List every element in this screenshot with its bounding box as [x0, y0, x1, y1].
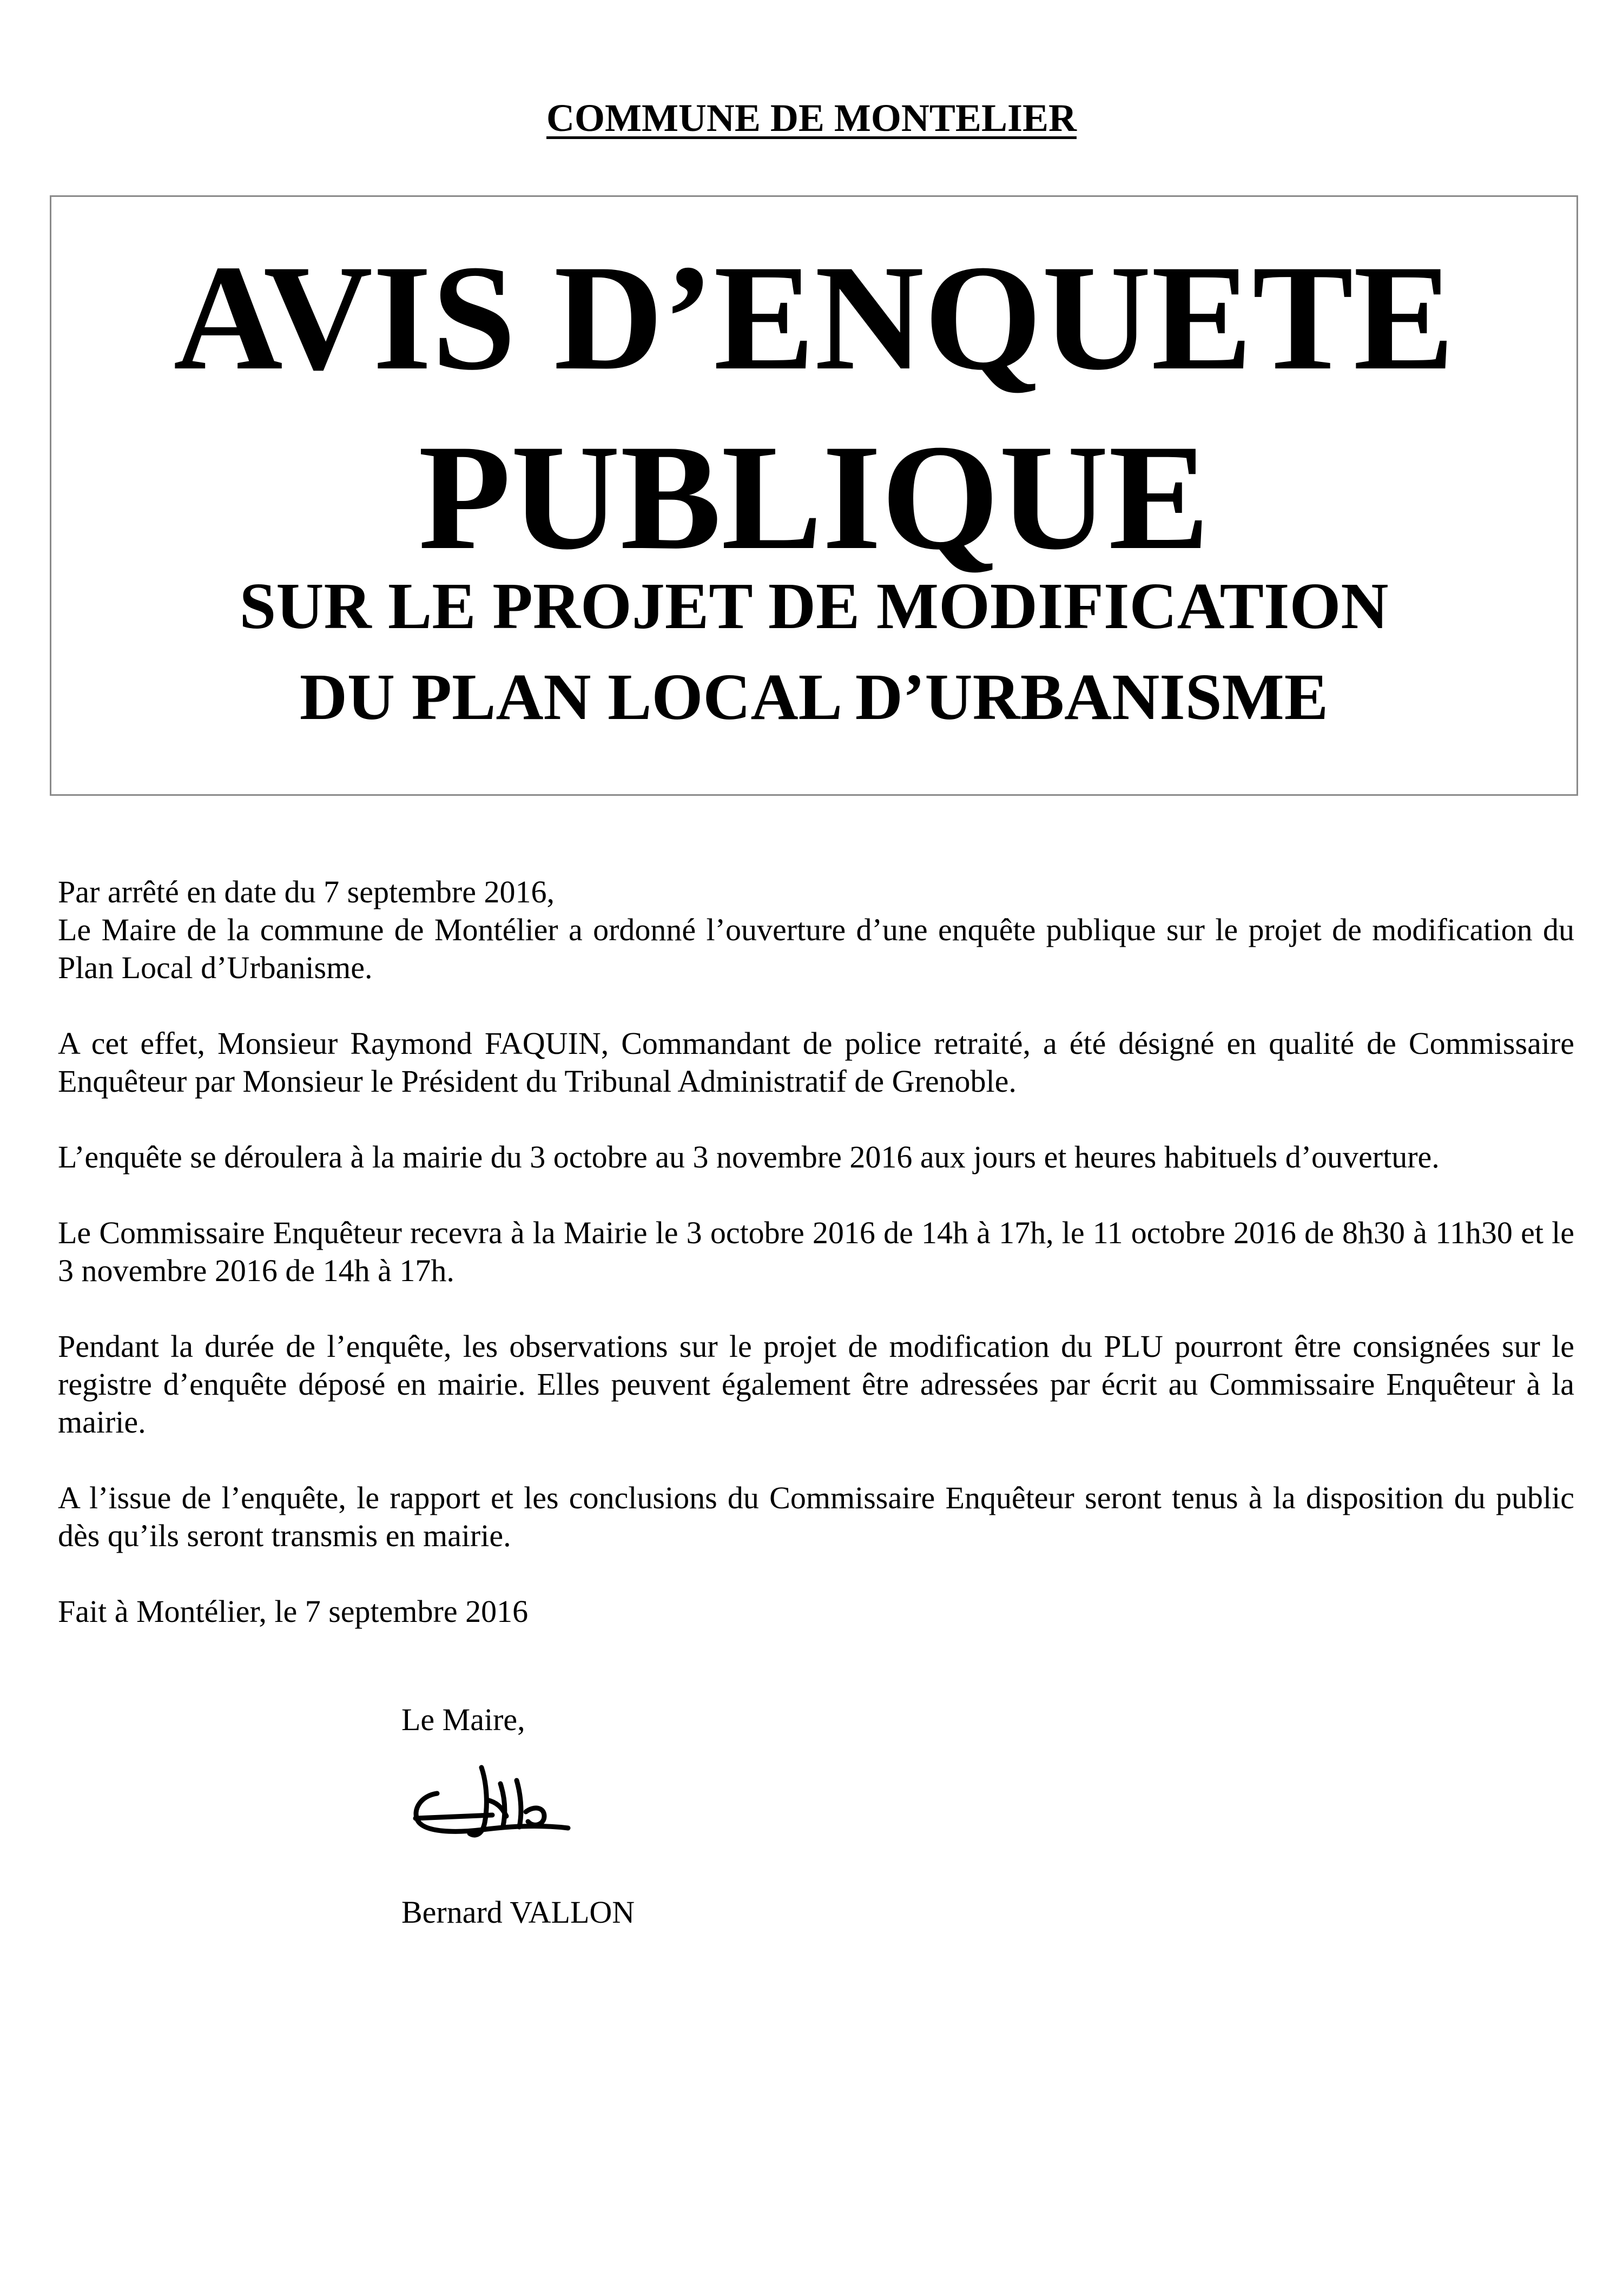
subtitle-line-1: SUR LE PROJET DE MODIFICATION [239, 570, 1389, 643]
arrete-date-line: Par arrêté en date du 7 septembre 2016, [58, 874, 555, 909]
signatory-name: Bernard VALLON [401, 1895, 635, 1930]
paragraph-arrete [58, 873, 1574, 987]
paragraph-permanences: Le Commissaire Enquêteur recevra à la Mairie le 3 octobre 2016 de 14h à 17h, le 11 octobre 2016 de 8h30 à 11h30 et le 3 novembre 2016 de 14h à 17h. [58, 1215, 1574, 1288]
paragraph-dates: L’enquête se déroulera à la mairie du 3 octobre au 3 novembre 2016 aux jours et heures habituels d’ouverture. [58, 1139, 1440, 1175]
title-line-1: AVIS D’ENQUETE [173, 233, 1455, 401]
handwritten-signature [406, 1762, 579, 1859]
paragraph-commissaire: A cet effet, Monsieur Raymond FAQUIN, Commandant de police retraité, a été désigné en qualité de Commissaire Enquêteur par Monsieur le Président du Tribunal Administratif de Grenoble. [58, 1026, 1574, 1099]
paragraph-rapport: A l’issue de l’enquête, le rapport et les conclusions du Commissaire Enquêteur seront tenus à la disposition du public dès qu’ils seront transmis en mairie. [58, 1480, 1574, 1553]
arrete-order-line: Le Maire de la commune de Montélier a ordonné l’ouverture d’une enquête publique sur le projet de modification du Plan Local d’Urbanisme. [58, 912, 1574, 985]
subtitle-line-2: DU PLAN LOCAL D’URBANISME [299, 661, 1329, 734]
title-line-2: PUBLIQUE [418, 413, 1210, 581]
paragraph-observations: Pendant la durée de l’enquête, les observations sur le projet de modification du PLU pourront être consignées sur le registre d’enquête déposé en mairie. Elles peuvent également être adressées par écrit au Commissaire Enquêteur à la mairie. [58, 1329, 1574, 1440]
title-box [50, 195, 1578, 796]
commune-heading: COMMUNE DE MONTELIER [546, 96, 1077, 140]
signatory-title: Le Maire, [401, 1702, 525, 1737]
paragraph-fait-a: Fait à Montélier, le 7 septembre 2016 [58, 1594, 529, 1629]
notice-body [58, 873, 1574, 1668]
